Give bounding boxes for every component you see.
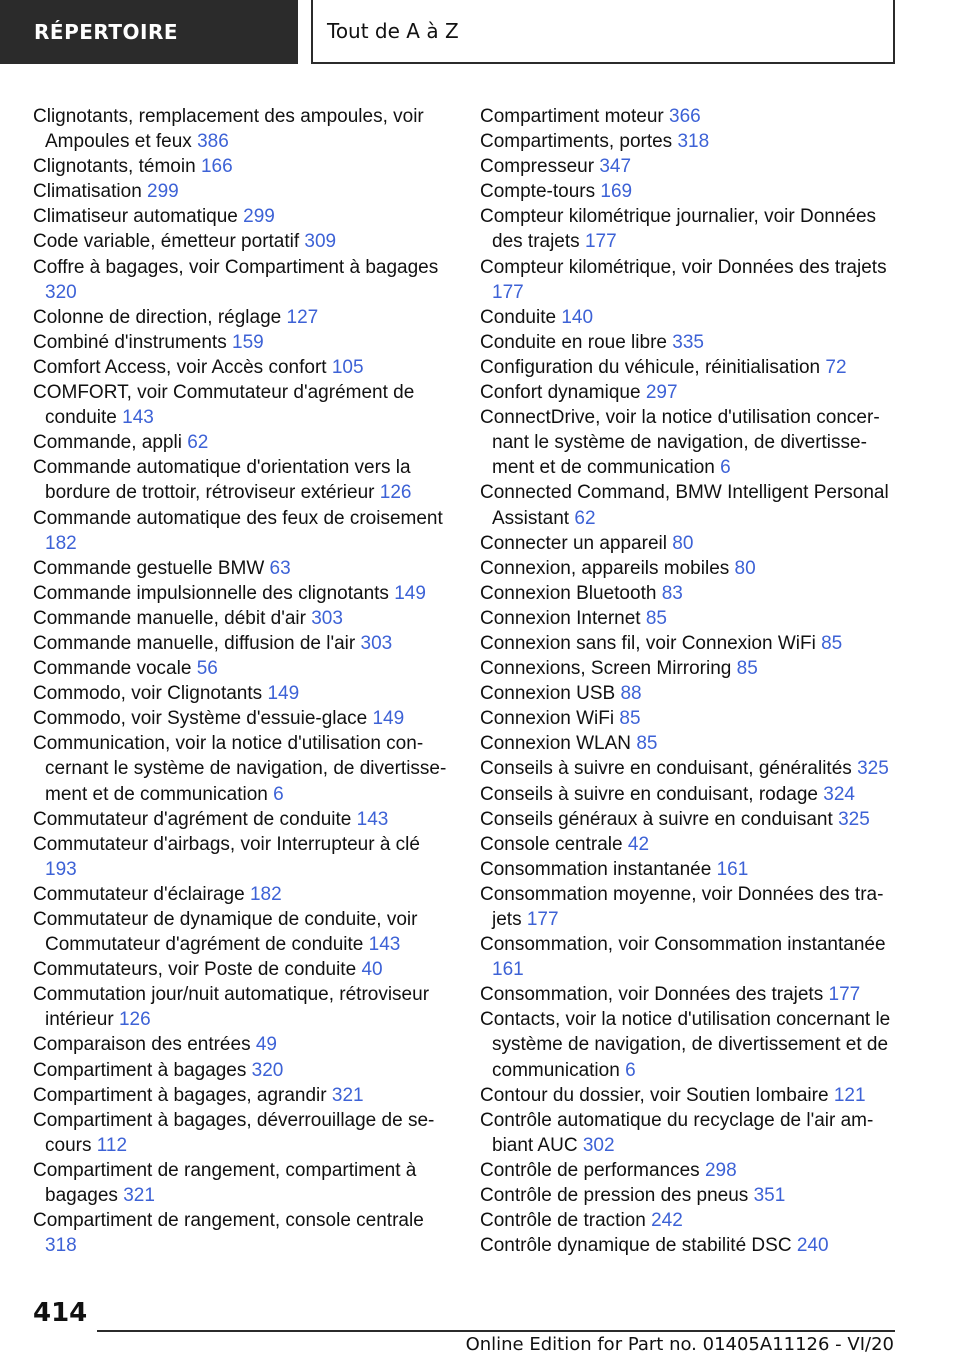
index-entry — [480, 656, 900, 681]
entry-text: Compartiment de rangement, compartiment à bagages — [33, 1159, 417, 1207]
index-entry — [480, 832, 900, 857]
index-entry — [33, 154, 453, 179]
index-entry — [480, 581, 900, 606]
entry-text: Connecter un appareil — [480, 532, 667, 554]
page-reference-link[interactable]: 88 — [620, 683, 642, 705]
entry-text: Compartiment à bagages, agrandir — [33, 1084, 327, 1106]
index-entry — [33, 581, 453, 606]
entry-text: Conseils généraux à suivre en conduisant — [480, 808, 833, 830]
index-entry — [480, 1108, 900, 1158]
index-entry — [33, 656, 453, 681]
index-entry — [480, 330, 900, 355]
page-reference-link[interactable]: 40 — [361, 959, 383, 981]
entry-text: Connexion USB — [480, 683, 616, 705]
entry-text: Connexion Bluetooth — [480, 582, 657, 604]
page-reference-link[interactable]: 177 — [492, 281, 524, 303]
entry-text: ConnectDrive, voir la notice d'utilisation concernant le système de navigation, de divertissement et de communication — [480, 407, 880, 479]
page-reference-link[interactable]: 85 — [821, 632, 843, 654]
index-entry — [33, 1208, 453, 1258]
page-reference-link[interactable]: 85 — [636, 733, 658, 755]
entry-text: Compteur kilométrique journalier, voir Données des trajets — [480, 206, 877, 253]
page-reference-link[interactable]: 161 — [716, 858, 749, 880]
entry-text: Connexions, Screen Mirroring — [480, 658, 732, 680]
footer-divider — [97, 1330, 895, 1332]
page-reference-link[interactable]: 299 — [243, 206, 275, 228]
entry-text: Commodo, voir Clignotants — [33, 683, 263, 705]
section-title-box — [311, 0, 895, 64]
entry-text: Commande gestuelle BMW — [33, 557, 265, 579]
entry-text: Contrôle de traction — [480, 1210, 646, 1232]
page-reference-link[interactable]: 303 — [311, 607, 343, 629]
index-entry — [480, 807, 900, 832]
index-entry — [33, 832, 453, 882]
index-entry — [33, 606, 453, 631]
index-entry — [480, 405, 900, 480]
page-reference-link[interactable]: 149 — [394, 582, 426, 604]
entry-text: Connexion, appareils mobiles — [480, 557, 730, 579]
page-reference-link[interactable]: 182 — [45, 532, 77, 554]
entry-text: Compartiment moteur — [480, 106, 664, 127]
index-entry — [480, 606, 900, 631]
entry-text: Commutateur d'éclairage — [33, 883, 245, 905]
entry-text: Climatisation — [33, 181, 142, 203]
entry-text: Conduite — [480, 306, 557, 328]
index-entry — [480, 1083, 900, 1108]
entry-text: Comfort Access, voir Accès confort — [33, 356, 327, 378]
entry-text: Commande vocale — [33, 658, 192, 680]
index-entry — [480, 1208, 900, 1233]
entry-text: Contrôle dynamique de stabilité DSC — [480, 1235, 792, 1257]
index-entry — [33, 506, 453, 556]
page-number: 414 — [33, 1298, 88, 1328]
index-entry — [480, 154, 900, 179]
index-entry — [480, 104, 900, 129]
page-reference-link[interactable]: 182 — [249, 883, 282, 905]
page-reference-link[interactable]: 320 — [251, 1059, 284, 1081]
entry-text: Combiné d'instruments — [33, 331, 227, 353]
index-entry — [480, 480, 900, 530]
entry-text: Commande manuelle, diffusion de l'air — [33, 632, 356, 654]
index-entry — [33, 731, 453, 806]
page-reference-link[interactable]: 351 — [753, 1185, 786, 1207]
page-reference-link[interactable]: 324 — [823, 783, 855, 805]
index-entry — [33, 1158, 453, 1208]
page-reference-link[interactable]: 143 — [368, 934, 401, 956]
entry-text: Compresseur — [480, 156, 595, 178]
index-entry — [33, 1083, 453, 1108]
entry-text: Compte-tours — [480, 181, 596, 203]
entry-text: Contacts, voir la notice d'utilisation concernant le système de navigation, de divertissement et de communication — [480, 1009, 891, 1081]
index-entry — [33, 882, 453, 907]
entry-text: Connexion Internet — [480, 607, 641, 629]
index-entry — [480, 782, 900, 807]
page-reference-link[interactable]: 6 — [273, 783, 284, 805]
index-entry — [480, 706, 900, 731]
index-entry — [480, 1158, 900, 1183]
index-entry — [33, 355, 453, 380]
entry-text: COMFORT, voir Commutateur d'agrément de conduite — [33, 382, 415, 429]
page-reference-link[interactable]: 80 — [672, 532, 694, 554]
entry-text: Commutation jour/nuit automatique, rétroviseur intérieur — [33, 984, 430, 1031]
section-title: Tout de A à Z — [327, 19, 459, 43]
page-reference-link[interactable]: 242 — [651, 1210, 683, 1232]
index-entry — [480, 129, 900, 154]
page-reference-link[interactable]: 169 — [600, 181, 633, 203]
page-reference-link[interactable]: 80 — [734, 557, 756, 579]
page-reference-link[interactable]: 366 — [669, 106, 701, 127]
entry-text: Communication, voir la notice d'utilisation concernant le système de navigation, de divertissement et de communication — [33, 733, 447, 805]
entry-text: Commande impulsionnelle des clignotants — [33, 582, 389, 604]
page-reference-link[interactable]: 143 — [356, 808, 389, 830]
index-entry — [480, 1233, 900, 1258]
entry-text: Connected Command, BMW Intelligent Personal Assistant — [480, 482, 889, 529]
index-entry — [33, 104, 453, 154]
entry-text: Commande, appli — [33, 432, 182, 454]
page-reference-link[interactable]: 177 — [526, 909, 559, 930]
page-reference-link[interactable]: 335 — [672, 331, 704, 353]
index-entry — [480, 631, 900, 656]
entry-text: Compartiment à bagages, déverrouillage de secours — [33, 1109, 435, 1156]
index-entry — [33, 1058, 453, 1083]
entry-text: Commutateurs, voir Poste de conduite — [33, 959, 357, 981]
entry-text: Commande automatique des feux de croisement — [33, 507, 443, 529]
entry-text: Connexion WLAN — [480, 733, 632, 755]
page-reference-link[interactable]: 140 — [561, 306, 594, 328]
entry-text: Climatiseur automatique — [33, 206, 238, 228]
entry-text: Consommation moyenne, voir Données des trajets — [480, 883, 884, 930]
entry-text: Consommation, voir Données des trajets — [480, 984, 824, 1006]
entry-text: Colonne de direction, réglage — [33, 306, 282, 328]
index-column-left — [33, 104, 453, 1258]
entry-text: Commande manuelle, débit d'air — [33, 607, 306, 629]
page-reference-link[interactable]: 6 — [625, 1059, 636, 1081]
section-label: RÉPERTOIRE — [34, 20, 179, 44]
entry-text: Conseils à suivre en conduisant, généralités — [480, 758, 852, 780]
page-reference-link[interactable]: 72 — [825, 356, 847, 378]
page-reference-link[interactable]: 85 — [645, 607, 667, 629]
index-entry — [33, 957, 453, 982]
page-reference-link[interactable]: 347 — [599, 156, 632, 178]
index-entry — [480, 179, 900, 204]
index-entry — [33, 204, 453, 229]
page-reference-link[interactable]: 321 — [123, 1185, 155, 1207]
index-entry — [480, 305, 900, 330]
index-entry — [33, 455, 453, 505]
page-reference-link[interactable]: 309 — [304, 231, 337, 253]
entry-text: Commutateur d'agrément de conduite — [33, 808, 352, 830]
index-entry — [33, 330, 453, 355]
entry-text: Connexion sans fil, voir Connexion WiFi — [480, 632, 816, 654]
index-entry — [480, 204, 900, 254]
page-reference-link[interactable]: 83 — [661, 582, 683, 604]
page-reference-link[interactable]: 85 — [619, 708, 641, 730]
page-reference-link[interactable]: 126 — [379, 482, 412, 504]
page-reference-link[interactable]: 161 — [492, 959, 524, 981]
entry-text: Clignotants, remplacement des ampoules, voir Ampoules et feux — [33, 106, 424, 153]
page-reference-link[interactable]: 297 — [645, 382, 678, 404]
index-entry — [33, 556, 453, 581]
entry-text: Contrôle de pression des pneus — [480, 1185, 749, 1207]
page-reference-link[interactable]: 143 — [122, 407, 154, 429]
index-entry — [33, 706, 453, 731]
entry-text: Console centrale — [480, 833, 623, 855]
page-reference-link[interactable]: 240 — [796, 1235, 829, 1257]
entry-text: Consommation, voir Consommation instantanée — [480, 934, 886, 956]
index-entry — [480, 982, 900, 1007]
page-reference-link[interactable]: 159 — [232, 331, 264, 353]
page-reference-link[interactable]: 149 — [267, 683, 300, 705]
page-reference-link[interactable]: 325 — [857, 758, 889, 780]
index-entry — [480, 556, 900, 581]
index-entry — [480, 731, 900, 756]
page-reference-link[interactable]: 318 — [45, 1235, 77, 1257]
entry-text: Conseils à suivre en conduisant, rodage — [480, 783, 818, 805]
entry-text: Compartiments, portes — [480, 131, 673, 153]
index-entry — [480, 1007, 900, 1082]
entry-text: Conduite en roue libre — [480, 331, 667, 353]
entry-text: Consommation instantanée — [480, 858, 712, 880]
page-reference-link[interactable]: 321 — [331, 1084, 364, 1106]
index-entry — [480, 932, 900, 982]
index-entry — [33, 807, 453, 832]
entry-text: Commutateur d'airbags, voir Interrupteur à clé — [33, 833, 420, 855]
index-entry — [33, 907, 453, 957]
page-reference-link[interactable]: 320 — [45, 281, 77, 303]
entry-text: Clignotants, témoin — [33, 156, 196, 178]
page-reference-link[interactable]: 42 — [627, 833, 650, 855]
page-reference-link[interactable]: 303 — [360, 632, 393, 654]
entry-text: Contour du dossier, voir Soutien lombaire — [480, 1084, 829, 1106]
index-entry — [33, 430, 453, 455]
entry-text: Configuration du véhicule, réinitialisation — [480, 356, 821, 378]
entry-text: Commutateur de dynamique de conduite, voir Commutateur d'agrément de conduite — [33, 909, 418, 956]
entry-text: Confort dynamique — [480, 382, 641, 404]
entry-text: Comparaison des entrées — [33, 1034, 251, 1056]
index-entry — [33, 681, 453, 706]
index-entry — [33, 229, 453, 254]
page-reference-link[interactable]: 121 — [833, 1084, 866, 1106]
index-entry — [480, 380, 900, 405]
page-reference-link[interactable]: 105 — [331, 356, 364, 378]
index-entry — [480, 681, 900, 706]
page-reference-link[interactable]: 112 — [96, 1134, 128, 1156]
page-reference-link[interactable]: 166 — [200, 156, 233, 178]
index-entry — [480, 255, 900, 305]
index-entry — [480, 531, 900, 556]
entry-text: Compartiment à bagages — [33, 1059, 247, 1081]
entry-text: Connexion WiFi — [480, 708, 615, 730]
index-entry — [33, 631, 453, 656]
page-reference-link[interactable]: 298 — [704, 1159, 737, 1181]
page-reference-link[interactable]: 299 — [147, 181, 179, 203]
index-entry — [33, 1032, 453, 1057]
index-entry — [480, 1183, 900, 1208]
footer-edition: Online Edition for Part no. 01405A11126 - VI/20 — [465, 1334, 894, 1355]
index-entry — [33, 255, 453, 305]
page-reference-link[interactable]: 126 — [118, 1009, 151, 1031]
page-reference-link[interactable]: 6 — [720, 457, 731, 479]
page-reference-link[interactable]: 386 — [197, 131, 229, 153]
page-reference-link[interactable]: 63 — [269, 557, 291, 579]
page-reference-link[interactable]: 177 — [828, 984, 861, 1006]
page-reference-link[interactable]: 318 — [677, 131, 710, 153]
entry-text: Commodo, voir Système d'essuie-glace — [33, 708, 368, 730]
index-entry — [480, 882, 900, 932]
index-entry — [480, 857, 900, 882]
page-reference-link[interactable]: 62 — [574, 507, 596, 529]
page-reference-link[interactable]: 85 — [736, 658, 758, 680]
index-entry — [480, 756, 900, 781]
page-reference-link[interactable]: 325 — [838, 808, 870, 830]
entry-text: Contrôle de performances — [480, 1159, 700, 1181]
page-reference-link[interactable]: 302 — [582, 1134, 615, 1156]
entry-text: Contrôle automatique du recyclage de l'air ambiant AUC — [480, 1109, 874, 1156]
entry-text: Compteur kilométrique, voir Données des trajets — [480, 256, 887, 278]
index-entry — [33, 179, 453, 204]
page-reference-link[interactable]: 127 — [286, 306, 319, 328]
page-reference-link[interactable]: 193 — [45, 858, 77, 880]
page-reference-link[interactable]: 62 — [187, 432, 209, 454]
index-entry — [480, 355, 900, 380]
entry-text: Compartiment de rangement, console centrale — [33, 1210, 424, 1232]
index-column-right — [480, 104, 900, 1258]
page-reference-link[interactable]: 49 — [255, 1034, 277, 1056]
index-entry — [33, 982, 453, 1032]
page-reference-link[interactable]: 56 — [196, 658, 218, 680]
entry-text: Commande automatique d'orientation vers la bordure de trottoir, rétroviseur extérieur — [33, 457, 411, 504]
index-entry — [33, 380, 453, 430]
index-entry — [33, 1108, 453, 1158]
section-tab — [0, 0, 298, 64]
entry-text: Code variable, émetteur portatif — [33, 231, 300, 253]
page-reference-link[interactable]: 177 — [584, 231, 617, 253]
index-entry — [33, 305, 453, 330]
page-reference-link[interactable]: 149 — [372, 708, 405, 730]
entry-text: Coffre à bagages, voir Compartiment à bagages — [33, 256, 439, 278]
